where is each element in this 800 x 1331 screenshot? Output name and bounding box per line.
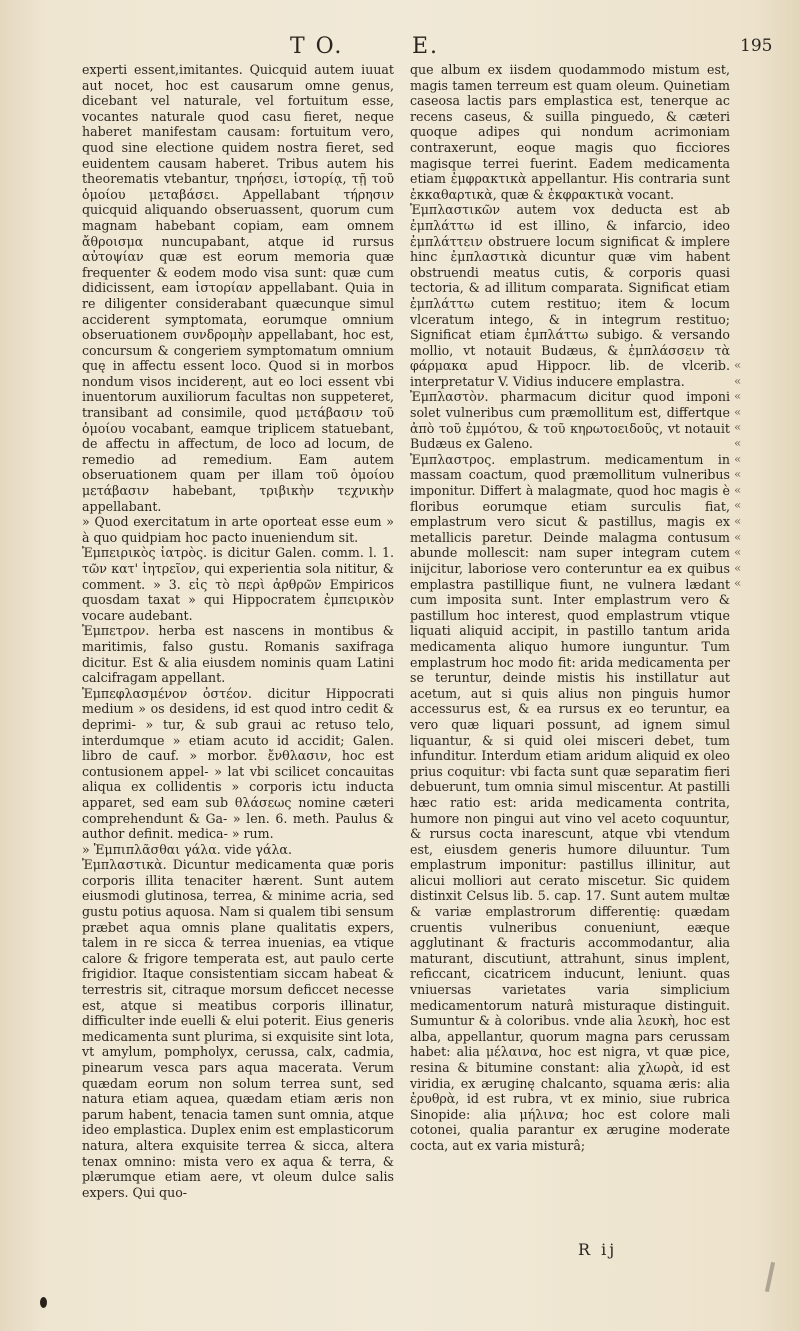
quote-mark: « bbox=[734, 560, 742, 575]
quote-mark: « bbox=[734, 420, 742, 435]
paragraph: que album ex iisdem quodammodo mistum est, magis tamen terreum est quam oleum. Quinetiam caseosa lactis pars emplastica est, tenerque ac recens caseus, & suilla pinguedo, & cæteri quoque adipes qui nondum acrimoniam contraxerunt, eoque magis quo ficciores magisque terrei fuerint. Eadem medicamenta etiam ἐμφρακτικὰ appellantur. His contraria sunt ἐκκαθαρτικὰ, quæ & ἐκφρακτικὰ vocant. bbox=[410, 62, 730, 202]
running-head-right: E. bbox=[412, 34, 440, 59]
signature-mark: R ij bbox=[578, 1240, 618, 1259]
quote-mark: « bbox=[734, 482, 742, 497]
quote-mark: « bbox=[734, 358, 742, 372]
running-head-left: T O. bbox=[290, 34, 344, 59]
quotation-marks-gutter bbox=[734, 62, 764, 592]
paragraph: Ἐμπλαστικῶν autem vox deducta est ab ἐμπλάττω id est illino, & infarcio, ideo ἐμπλάττειν obstruere locum significat & implere hinc ἐμπλαστικὰ dicuntur quæ vim habent obstruendi meatus cutis, & corporis quasi tectoria, & ad illitum comparata. Significat etiam ἐμπλάττω cutem restituo; item & locum vlceratum intego, & in integrum restituo; Significat etiam ἐμπλάττω subigo. & versando mollio, vt notauit Budæus, & ἐμπλάσσειν τὰ φάρμακα apud Hippocr. lib. de vlcerib. interpretatur V. Vidius inducere emplastra. bbox=[410, 202, 730, 389]
paragraph: Ἐμπλαστὸν. pharmacum dicitur quod imponi solet vulneribus cum præmollitum est, differtque ἀπὸ τοῦ ἐμμότου, & τοῦ κηρωτοειδοῦς, vt notauit Budæus ex Galeno. bbox=[410, 389, 730, 452]
quote-mark: « bbox=[734, 545, 742, 560]
page-number: 195 bbox=[740, 36, 773, 56]
quote-mark: « bbox=[734, 451, 742, 466]
paragraph: » Ἐμπιπλᾶσθαι γάλα. vide γάλα. bbox=[82, 841, 292, 857]
paragraph: Ἐμπεφλασμένον ὀστέον. dicitur Hippocrati medium » os desidens, id est quod intro cedit & deprimi- » tur, & sub graui ac retuso telo, interdumque » etiam acuto id accidit; Galen. libro de cauf. » morbor. ἔνθλασιν, hoc est contusionem appel- » lat vbi scilicet concauitas aliqua ex collidentis » corporis ictu inducta apparet, sed eam sub θλάσεως nomine cæteri comprehendunt & Ga- » len. 6. meth. Paulus & author definit. medica- » rum. bbox=[82, 685, 394, 842]
quote-mark: « bbox=[734, 373, 742, 388]
running-header bbox=[0, 20, 800, 60]
right-column bbox=[410, 62, 730, 1154]
left-column bbox=[82, 62, 394, 1200]
quote-mark: « bbox=[734, 404, 742, 419]
paragraph: » Quod exercitatum in arte oporteat esse eum » à quo quidpiam hoc pacto inueniendum sit. bbox=[82, 514, 394, 545]
paragraph: Ἐμπειρικὸς ἰατρὸς. is dicitur Galen. comm. l. 1. τῶν κατ' ἰητρεῖον, qui experientia sola nititur, & comment. » 3. εἰς τὸ περὶ ἀρθρῶν Empiricos quosdam taxat » qui Hippocratem ἐμπειρικὸν vocare audebant. bbox=[82, 545, 394, 623]
quote-mark: « bbox=[734, 467, 742, 482]
quote-mark: « bbox=[734, 389, 742, 404]
paper-hole bbox=[40, 1297, 47, 1308]
paragraph: Ἐμπλαστικὰ. Dicuntur medicamenta quæ poris corporis illita tenaciter hærent. Sunt autem eiusmodi glutinosa, terrea, & minime acria, sed gustu potius aquosa. Nam si qualem tibi sensum præbet aqua omnis plane qualitatis expers, talem in re sicca & terrea inuenias, ea vtique calore & frigore temperata est, aut paulo certe frigidior. Itaque consistentiam siccam habeat & terrestris sit, citraque morsum deficcet necesse est, atque si meatibus corporis illinatur, difficulter inde euelli & elui poterit. Eius generis medicamenta sunt plurima, si exquisite sint lota, vt amylum, pompholyx, cerussa, calx, cadmia, pinearum vesca pars aqua macerata. Verum quædam eorum non solum terrea sunt, sed natura etiam aquea, quædam etiam æris non parum habent, tenacia tamen sunt omnia, atque ideo emplastica. Duplex enim est emplasticorum natura, altera exquisite terrea & sicca, altera tenax omnino: mista vero ex aqua & terra, & plærumque etiam aere, vt oleum dulce salis expers. Qui quo- bbox=[82, 857, 394, 1200]
paragraph: Ἐμπλαστρος. emplastrum. medicamentum in massam coactum, quod præmollitum vulneribus imponitur. Differt à malagmate, quod hoc magis è floribus eorumque etiam surculis fiat, emplastrum vero sicut & pastillus, magis ex metallicis paretur. Deinde malagma contusum abunde mollescit: nam super integram cutem inijcitur, laboriose vero conteruntur ea ex quibus emplastra pastillique fiunt, ne vulnera lædant cum imposita sunt. Inter emplastrum vero & pastillum hoc interest, quod emplastrum vtique liquati aliquid accipit, in pastillo tantum arida medicamenta aliquo humore iunguntur. Tum emplastrum hoc modo fit: arida medicamenta per se teruntur, deinde mistis his instillatur aut acetum, aut si quis alius non pinguis humor accessurus est, & ea rursus ex eo teruntur, ea vero quæ liquari possunt, ad ignem simul liquantur, & si quid olei misceri debet, tum infunditur. Interdum etiam aridum aliquid ex oleo prius coquitur: vbi facta sunt quæ separatim fieri debuerunt, tum omnia simul miscentur. At pastilli hæc ratio est: arida medicamenta contrita, humore non pingui aut vino vel aceto coquuntur, & rursus cocta inarescunt, atque vbi vtendum est, eiusdem generis humore diluuntur. Tum emplastrum imponitur: pastillus illinitur, aut alicui molliori aut cerato miscetur. Sic quidem distinxit Celsus lib. 5. cap. 17. Sunt autem multæ & variæ emplastrorum differentię: quædam cruentis vulneribus conueniunt, eæque agglutinant & fracturis accommodantur, alia maturant, discutiunt, attrahunt, sinus implent, reficcant, cicatricem inducunt, leniunt. quas vniuersas varietates varia simplicium medicamentorum naturâ misturaque distinguit. Sumuntur & à coloribus. vnde alia λευκὴ, hoc est alba, appellantur, quorum magna pars cerussam habet: alia μέλαινα, hoc est nigra, vt quæ pice, resina & bitumine constant: alia χλωρὰ, id est viridia, ex æruginę chalcanto, squama æris: alia ἐρυθρὰ, id est rubra, vt ex minio, siue rubrica Sinopide: alia μήλινα; hoc est colore mali cotonei, qualia parantur ex ærugine moderate cocta, aut ex varia misturâ; bbox=[410, 451, 730, 1153]
quote-mark: « bbox=[734, 513, 742, 528]
quote-mark: « bbox=[734, 529, 742, 544]
quote-mark: « bbox=[734, 576, 742, 591]
quote-mark: « bbox=[734, 435, 742, 450]
paragraph: experti essent,imitantes. Quicquid autem iuuat aut nocet, hoc est causarum omne genus, dicebant vel naturale, vel fortuitum esse, vocantes naturale quod casu fieret, neque haberet manifestam causam: fortuitum vero, quod sine electione quidem nostra fieret, sed euidentem causam haberet. Tribus autem his theorematis vtebantur, τηρήσει, ἱστορίᾳ, τῇ τοῦ ὁμοίου μεταβάσει. Appellabant τήρησιν quicquid aliquando obseruassent, quorum cum magnam habebant copiam, eam omnem ἄθροισμα nuncupabant, atque id rursus αὐτοψίαν quæ est eorum memoria quæ frequenter & eodem modo visa sunt: quæ cum didicissent, eam ἱστορίαν appellabant. Quia in re diligenter considerabant quæcunque simul acciderent symptomata, eorumque omnium obseruationem συνδρομὴν appellabant, hoc est, concursum & congeriem symptomatum omnium quę in affectu essent loco. Quod si in morbos nondum visos incidereṇt, aut eo loci essent vbi inuentorum auxiliorum facultas non suppeteret, transibant ad consimile, quod μετάβασιν τοῦ ὁμοίου vocabant, eamque triplicem statuebant, de affectu in affectum, de loco ad locum, de remedio ad remedium. Eam autem obseruationem quam per illam τοῦ ὁμοίου μετάβασιν habebant, τριβικὴν τεχνικὴν appellabant. bbox=[82, 62, 394, 514]
ink-mark bbox=[765, 1262, 775, 1292]
paragraph: Ἐμπετρον. herba est nascens in montibus & maritimis, falso gustu. Romanis saxifraga dicitur. Est & alia eiusdem nominis quam Latini calcifragam appellant. bbox=[82, 623, 394, 686]
quote-mark: « bbox=[734, 498, 742, 513]
